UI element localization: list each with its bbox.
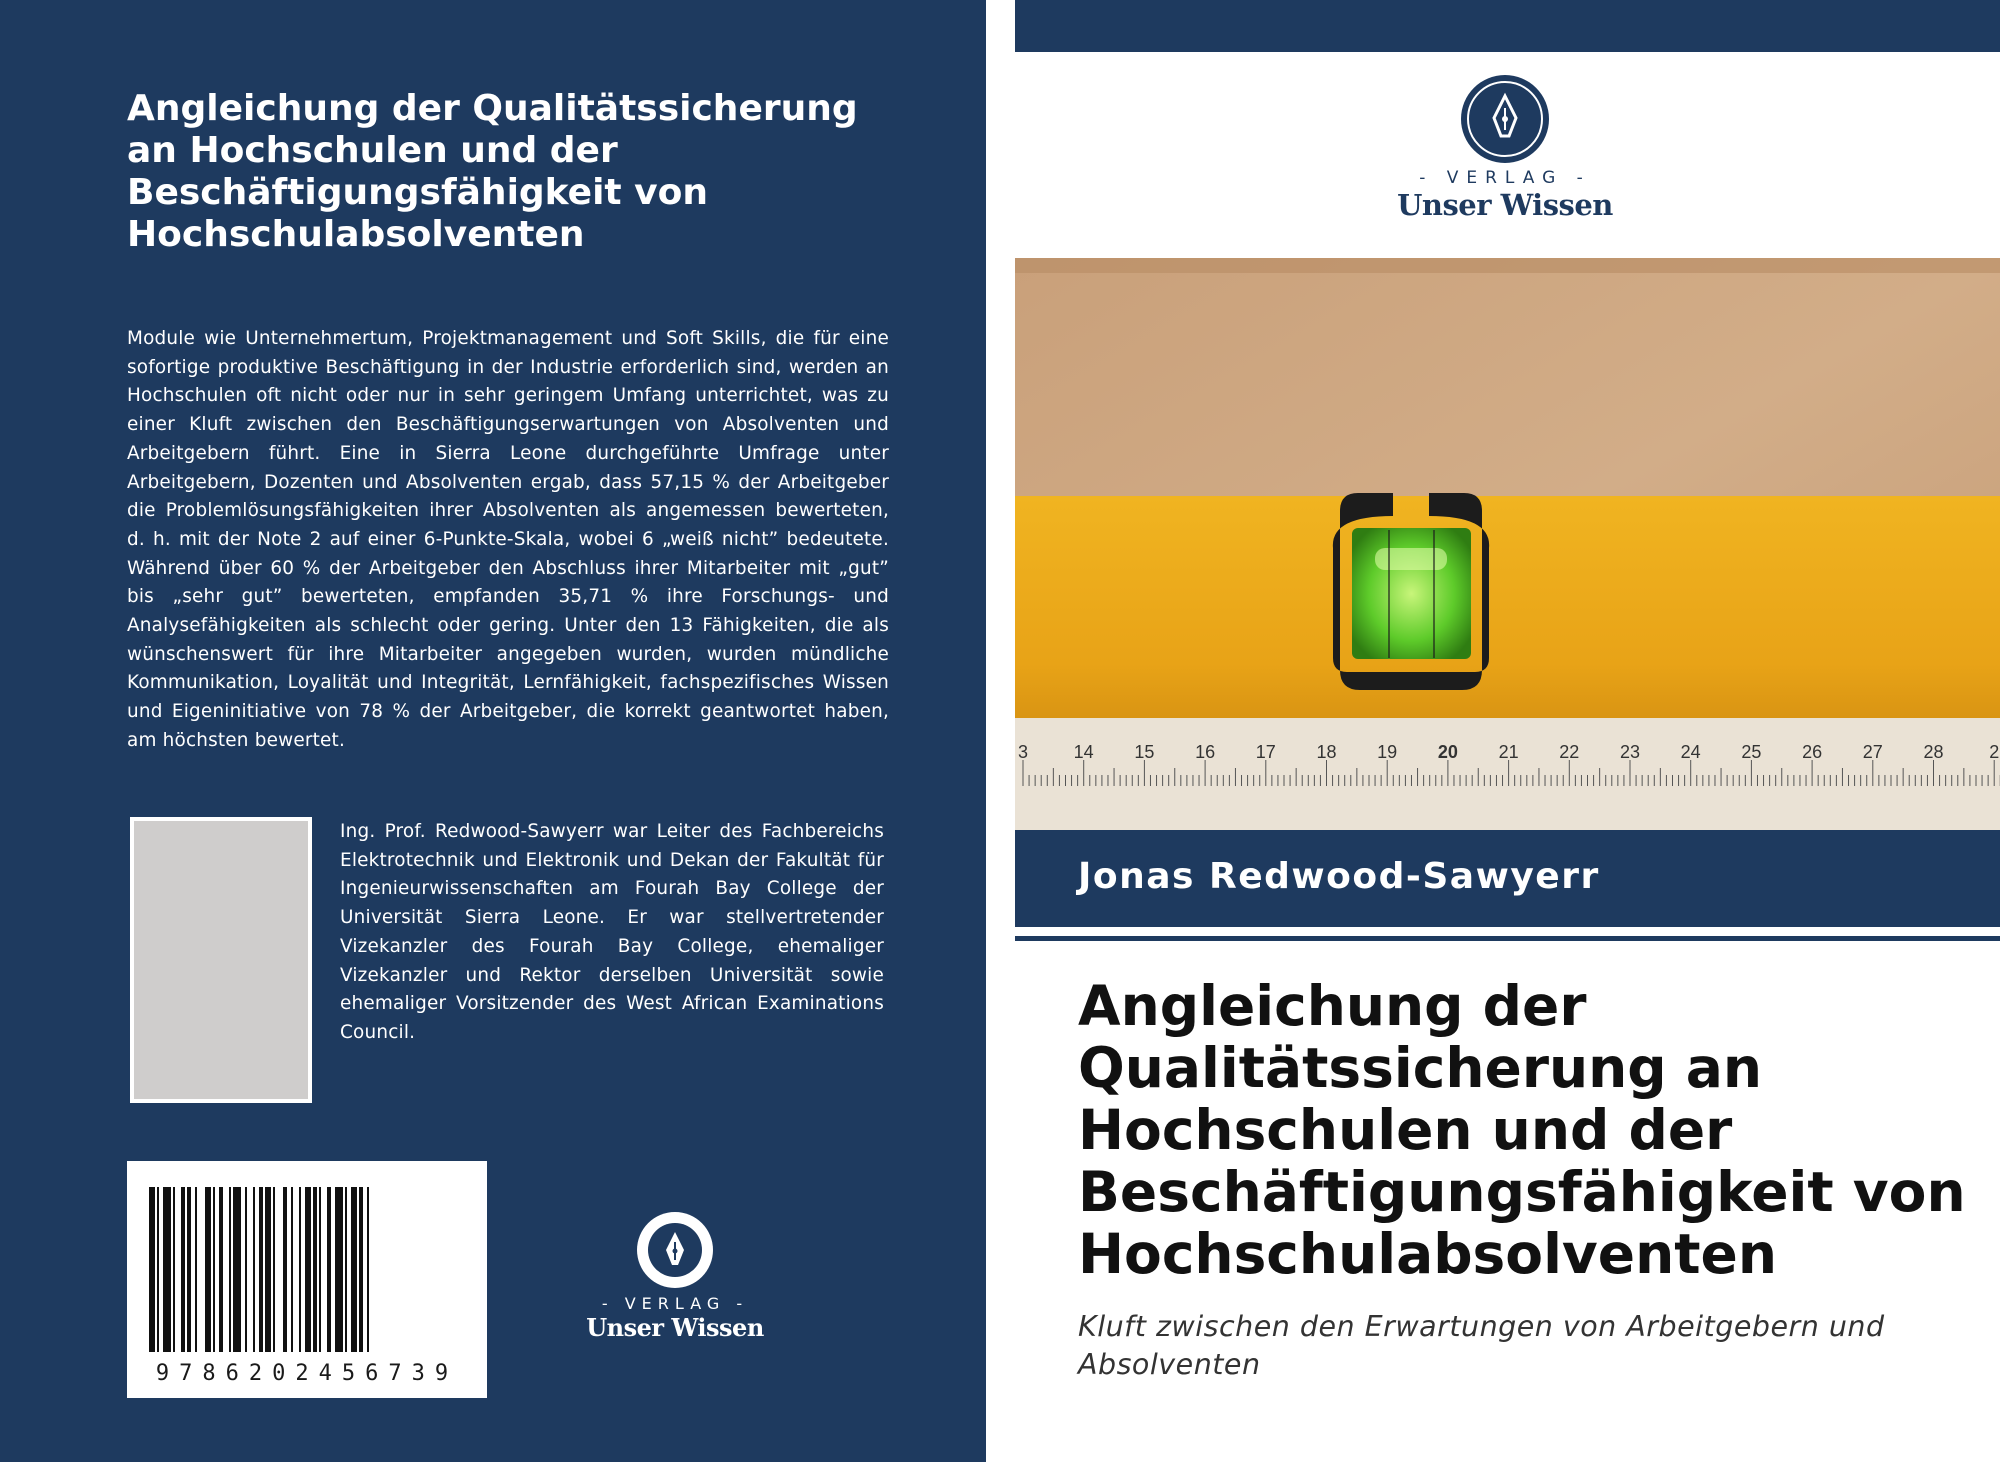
cover-photo-spirit-level	[1015, 258, 2000, 830]
barcode-bar	[345, 1187, 347, 1352]
barcode-bar	[351, 1187, 357, 1352]
front-logo-verlag: - VERLAG -	[1419, 168, 1591, 188]
barcode-bar	[259, 1187, 263, 1352]
barcode-bar	[213, 1187, 215, 1352]
front-cover	[1015, 0, 2000, 1462]
ruler-number: 28	[1923, 742, 1944, 762]
back-cover-blurb: Module wie Unternehmertum, Projektmanagement und Soft Skills, die für eine sofortige produktive Beschäftigung in der Industrie erforderlich sind, werden an Hochschulen oft nicht oder nur in sehr geringem Umfang unterrichtet, was zu einer Kluft zwischen den Beschäftigungserwartungen von Absolventen und Arbeitgebern führt. Eine in Sierra Leone durchgeführte Umfrage unter Arbeitgebern, Dozenten und Absolventen ergab, dass 57,15 % der Arbeitgeber die Problemlösungsfähigkeiten ihrer Absolventen als angemessen bewerteten, d. h. mit der Note 2 auf einer 6-Punkte-Skala, wobei 6 „weiß nicht” bedeutete. Während über 60 % der Arbeitgeber den Abschluss ihrer Mitarbeiter mit „gut” bis „sehr gut” bewerteten, empfanden 35,71 % ihre Forschungs- und Analysefähigkeiten als schlecht oder gering. Unter den 13 Fähigkeiten, die als wünschenswert für ihre Mitarbeiter angegeben wurden, wurden mündliche Kommunikation, Loyalität und Integrität, Lernfähigkeit, fachspezifisches Wissen und Eigeninitiative von 78 % der Arbeitgeber, die korrekt geantwortet haben, am höchsten bewertet.	[127, 328, 889, 751]
barcode-bar	[149, 1187, 155, 1352]
divider-rule	[1015, 936, 2000, 941]
ruler-number: 27	[1862, 742, 1883, 762]
barcode-bars	[147, 1187, 467, 1357]
barcode-bar	[219, 1187, 223, 1352]
author-name: Jonas Redwood-Sawyerr	[1078, 856, 1600, 897]
barcode-bar	[253, 1187, 255, 1352]
spirit-level-illustration	[1015, 258, 2000, 830]
barcode-bar	[157, 1187, 159, 1352]
barcode-bar	[229, 1187, 231, 1352]
barcode-bar	[265, 1187, 271, 1352]
author-bar	[1015, 830, 2000, 927]
front-logo-name: Unser Wissen	[1397, 188, 1613, 222]
ruler-number: 14	[1073, 742, 1094, 762]
front-cover-title: Angleichung der Qualitätssicherung an Hochschulen und der Beschäftigungsfähigkeit von Hochschulabsolventen	[1078, 974, 1966, 1286]
barcode-bar	[195, 1187, 197, 1352]
back-cover-title: Angleichung der Qualitätssicherung an Hochschulen und der Beschäftigungsfähigkeit von Hochschulabsolventen	[127, 88, 858, 255]
barcode-bar	[335, 1187, 343, 1352]
ruler-number: 3	[1017, 742, 1029, 762]
pen-nib-logo-icon	[1458, 72, 1552, 166]
barcode-bar	[327, 1187, 331, 1352]
ruler-number: 18	[1316, 742, 1337, 762]
barcode-bar	[359, 1187, 363, 1352]
ruler-number: 17	[1255, 742, 1276, 762]
barcode-bar	[283, 1187, 287, 1352]
isbn-number: 9786202456739	[155, 1361, 459, 1386]
top-bar	[1015, 0, 2000, 52]
barcode-bar	[181, 1187, 185, 1352]
back-logo-verlag: - VERLAG -	[601, 1294, 749, 1313]
barcode-bar	[299, 1187, 301, 1352]
pen-nib-logo-icon	[635, 1210, 715, 1290]
back-publisher-logo	[580, 1210, 770, 1342]
ruler-number: 16	[1195, 742, 1216, 762]
barcode-bar	[291, 1187, 293, 1352]
ruler-number: 26	[1802, 742, 1823, 762]
ruler-number: 24	[1680, 742, 1701, 762]
front-publisher-logo	[1395, 72, 1615, 222]
ruler-number: 15	[1134, 742, 1155, 762]
ruler-number: 21	[1498, 742, 1519, 762]
barcode-bar	[187, 1187, 191, 1352]
back-logo-name: Unser Wissen	[586, 1313, 764, 1342]
barcode	[127, 1161, 487, 1398]
ruler-number: 25	[1741, 742, 1762, 762]
author-bio: Ing. Prof. Redwood-Sawyerr war Leiter des Fachbereichs Elektrotechnik und Elektronik und Dekan der Fakultät für Ingenieurwissenschaften am Fourah Bay College der Universität Sierra Leone. Er war stellvertretender Vizekanzler des Fourah Bay College, ehemaliger Vizekanzler und Rektor derselben Universität sowie ehemaliger Vorsitzender des West African Examinations Council.	[340, 821, 884, 1043]
ruler-number: 19	[1377, 742, 1398, 762]
author-photo-placeholder	[130, 817, 312, 1103]
barcode-bar	[163, 1187, 171, 1352]
barcode-bar	[367, 1187, 369, 1352]
barcode-bar	[205, 1187, 211, 1352]
barcode-bar	[233, 1187, 241, 1352]
ruler-number: 20	[1437, 742, 1458, 762]
barcode-bar	[173, 1187, 175, 1352]
front-cover-subtitle: Kluft zwischen den Erwartungen von Arbeitgebern und Absolventen	[1078, 1310, 1885, 1381]
back-cover	[0, 0, 986, 1462]
barcode-bar	[305, 1187, 311, 1352]
barcode-bar	[245, 1187, 247, 1352]
ruler-number: 2	[1989, 742, 2000, 762]
barcode-bar	[319, 1187, 321, 1352]
barcode-bar	[313, 1187, 317, 1352]
barcode-bar	[273, 1187, 275, 1352]
ruler-number: 22	[1559, 742, 1580, 762]
ruler-number: 23	[1619, 742, 1641, 762]
